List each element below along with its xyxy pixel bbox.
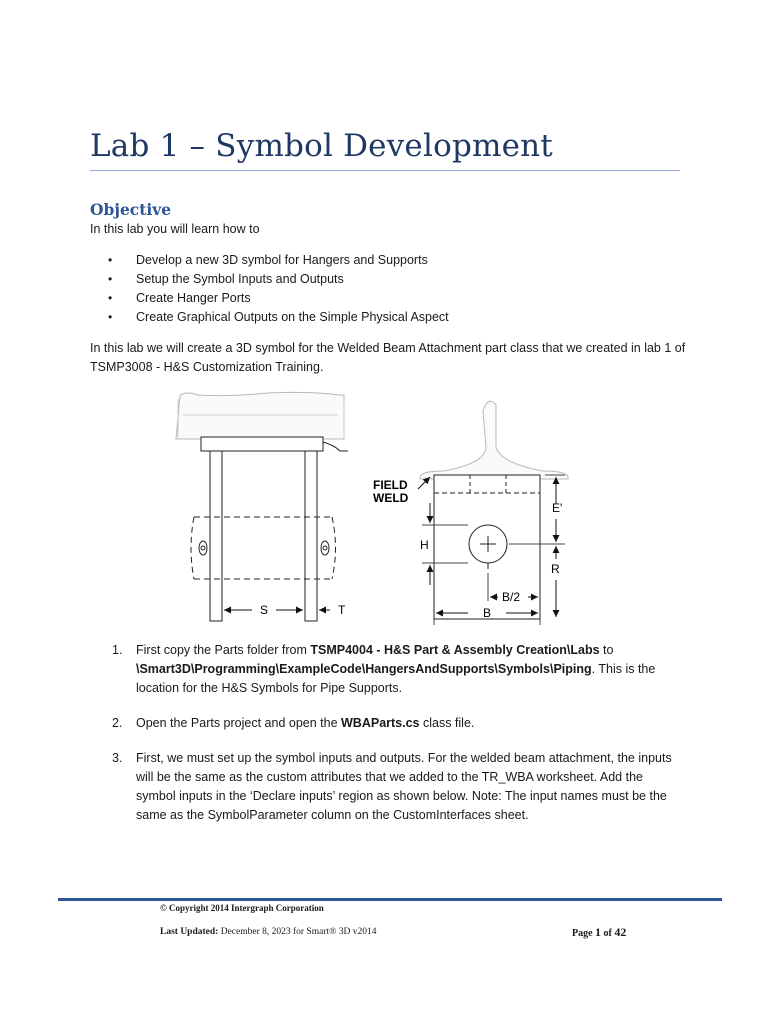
footer-rule [58, 898, 722, 901]
last-updated-label: Last Updated: [160, 927, 219, 937]
page-total: 42 [614, 925, 627, 939]
instruction-steps [112, 641, 672, 825]
dim-label-t: T [338, 603, 346, 617]
page-number [572, 925, 626, 940]
page-prefix: Page [572, 928, 596, 939]
step-text: First copy the Parts folder from [136, 643, 311, 657]
page-current: 1 [595, 925, 602, 939]
objective-intro: In this lab you will learn how to [90, 222, 260, 236]
step-text: to [599, 643, 614, 657]
bullet-text: Setup the Symbol Inputs and Outputs [136, 272, 344, 286]
last-updated [160, 927, 376, 937]
front-view [418, 401, 568, 625]
list-item [108, 270, 449, 289]
list-item [108, 289, 449, 308]
dim-label-b-half: B/2 [502, 590, 521, 604]
bullet-text: Create Hanger Ports [136, 291, 251, 305]
intro-paragraph: In this lab we will create a 3D symbol for the Welded Beam Attachment part class that we created in lab 1 of TSMP3008 - H&S Customization Training. [90, 341, 686, 374]
bullet-glyph: • [108, 272, 113, 286]
bullet-glyph: • [108, 291, 113, 305]
dim-label-b: B [483, 606, 492, 620]
bullet-text: Develop a new 3D symbol for Hangers and Supports [136, 253, 428, 267]
list-item [112, 714, 672, 733]
step-number: 1. [112, 643, 123, 657]
bullet-glyph: • [108, 310, 113, 324]
step-number: 2. [112, 716, 123, 730]
bullet-glyph: • [108, 253, 113, 267]
list-item [108, 308, 449, 327]
step-number: 3. [112, 751, 123, 765]
copyright-text: © Copyright 2014 Intergraph Corporation [160, 903, 324, 913]
welded-beam-attachment-drawing [168, 387, 588, 627]
page-title: Lab 1 – Symbol Development [90, 128, 553, 164]
bullet-text: Create Graphical Outputs on the Simple Physical Aspect [136, 310, 449, 324]
dim-label-e: E' [552, 501, 563, 515]
dim-label-s: S [259, 603, 269, 617]
objective-list [108, 251, 449, 327]
step-text: . This is the location for the H&S Symbols for Pipe Supports. [136, 662, 656, 695]
dim-label-h: H [420, 538, 429, 552]
step-filename: WBAParts.cs [341, 716, 420, 730]
list-item [108, 251, 449, 270]
page-of: of [601, 928, 615, 939]
title-underline [90, 170, 680, 171]
last-updated-text: December 8, 2023 for Smart® 3D v2014 [218, 927, 377, 937]
field-weld-label: WELD [373, 491, 409, 505]
step-text: Open the Parts project and open the [136, 716, 341, 730]
objective-heading: Objective [90, 200, 172, 219]
dim-label-r: R [551, 562, 560, 576]
step-text: First, we must set up the symbol inputs and outputs. For the welded beam attachment, the inputs will be the same as the custom attributes that we added to the TR_WBA worksheet. Add the symbol inputs in the ‘Declare inputs’ region as shown below. Note: The input names must be the same as the SymbolParameter column on the CustomInterfaces sheet. [136, 751, 672, 822]
step-path: TSMP4004 - H&S Part & Assembly Creation\Labs [310, 643, 600, 657]
step-text: class file. [419, 716, 475, 730]
list-item [112, 749, 672, 825]
step-path: \Smart3D\Programming\ExampleCode\HangersAndSupports\Symbols\Piping [136, 662, 592, 676]
field-weld-label: FIELD [373, 478, 408, 492]
side-view [176, 392, 348, 621]
list-item [112, 641, 672, 698]
